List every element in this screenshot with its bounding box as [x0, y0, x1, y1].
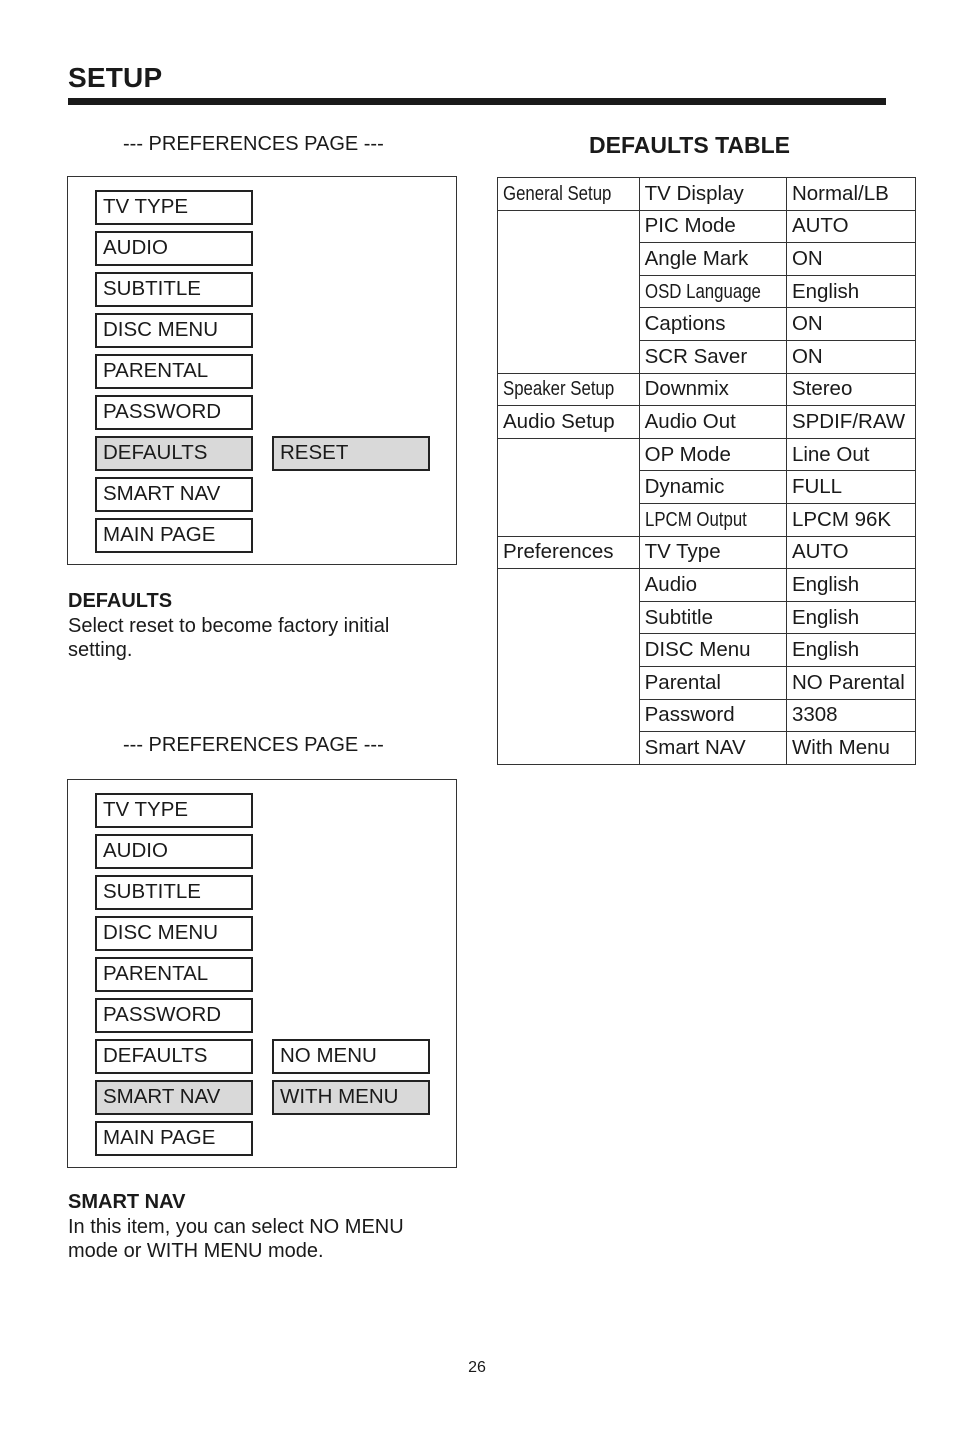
table-cell-setting: SCR Saver: [639, 340, 786, 373]
defaults-heading: DEFAULTS: [68, 590, 173, 612]
table-cell-setting: OP Mode: [639, 438, 786, 471]
menu-item-audio[interactable]: AUDIO: [95, 231, 253, 266]
table-cell-setting: Subtitle: [639, 601, 786, 634]
table-cell-value: 3308: [786, 699, 915, 732]
menu1-header: --- PREFERENCES PAGE ---: [123, 133, 384, 155]
table-cell-setting: Captions: [639, 308, 786, 341]
menu-item-audio[interactable]: AUDIO: [95, 834, 253, 869]
defaults-description: Select reset to become factory initial setting.: [68, 615, 390, 661]
table-cell-setting: TV Type: [639, 536, 786, 569]
menu-item-subtitle[interactable]: SUBTITLE: [95, 875, 253, 910]
menu-item-disc-menu[interactable]: DISC MENU: [95, 916, 253, 951]
menu-item-password[interactable]: PASSWORD: [95, 395, 253, 430]
menu-item-main-page[interactable]: MAIN PAGE: [95, 1121, 253, 1156]
menu-item-disc-menu[interactable]: DISC MENU: [95, 313, 253, 348]
table-cell-value: ON: [786, 308, 915, 341]
table-cell-setting: Downmix: [639, 373, 786, 406]
table-cell-category: [498, 438, 640, 536]
table-cell-value: English: [786, 601, 915, 634]
table-cell-category: [498, 210, 640, 373]
table-row: [498, 373, 916, 406]
title-rule: [68, 98, 886, 105]
table-row: [498, 536, 916, 569]
table-cell-setting: Dynamic: [639, 471, 786, 504]
menu-item-tv-type[interactable]: TV TYPE: [95, 793, 253, 828]
table-cell-setting: PIC Mode: [639, 210, 786, 243]
table-cell-value: English: [786, 634, 915, 667]
preferences-menu-smart-nav: [67, 779, 457, 1168]
table-row: [498, 569, 916, 602]
table-cell-value: Line Out: [786, 438, 915, 471]
menu-item-main-page[interactable]: MAIN PAGE: [95, 518, 253, 553]
table-cell-category: [498, 569, 640, 765]
page-title: SETUP: [68, 62, 163, 93]
table-cell-setting: Password: [639, 699, 786, 732]
table-cell-setting: OSD Language: [639, 275, 786, 308]
menu-item-parental[interactable]: PARENTAL: [95, 957, 253, 992]
table-cell-setting: Parental: [639, 666, 786, 699]
table-row: [498, 210, 916, 243]
table-cell-value: Normal/LB: [786, 178, 915, 211]
option-with-menu[interactable]: WITH MENU: [272, 1080, 430, 1115]
table-cell-setting: Audio: [639, 569, 786, 602]
table-cell-value: NO Parental: [786, 666, 915, 699]
table-cell-value: FULL: [786, 471, 915, 504]
table-cell-setting: LPCM Output: [639, 503, 786, 536]
menu-item-smart-nav-selected[interactable]: SMART NAV: [95, 1080, 253, 1115]
menu-item-smart-nav[interactable]: SMART NAV: [95, 477, 253, 512]
menu-item-defaults[interactable]: DEFAULTS: [95, 1039, 253, 1074]
table-cell-value: ON: [786, 340, 915, 373]
menu-item-tv-type[interactable]: TV TYPE: [95, 190, 253, 225]
table-row: [498, 406, 916, 439]
defaults-table: [497, 177, 916, 765]
preferences-menu-defaults: [67, 176, 457, 565]
table-cell-category: General Setup: [498, 178, 640, 211]
menu-item-parental[interactable]: PARENTAL: [95, 354, 253, 389]
table-cell-value: English: [786, 569, 915, 602]
table-cell-value: AUTO: [786, 536, 915, 569]
table-cell-value: With Menu: [786, 732, 915, 765]
table-cell-setting: TV Display: [639, 178, 786, 211]
menu-item-defaults-selected[interactable]: DEFAULTS: [95, 436, 253, 471]
table-cell-category: Speaker Setup: [498, 373, 640, 406]
table-cell-category: Audio Setup: [498, 406, 640, 439]
option-reset[interactable]: RESET: [272, 436, 430, 471]
table-cell-setting: Audio Out: [639, 406, 786, 439]
table-cell-value: LPCM 96K: [786, 503, 915, 536]
table-cell-value: ON: [786, 243, 915, 276]
menu-item-subtitle[interactable]: SUBTITLE: [95, 272, 253, 307]
table-cell-setting: DISC Menu: [639, 634, 786, 667]
smart-nav-description: In this item, you can select NO MENU mode or WITH MENU mode.: [68, 1216, 404, 1262]
table-row: [498, 178, 916, 211]
smart-nav-heading: SMART NAV: [68, 1191, 186, 1213]
menu2-header: --- PREFERENCES PAGE ---: [123, 734, 384, 756]
table-cell-value: SPDIF/RAW: [786, 406, 915, 439]
table-row: [498, 438, 916, 471]
table-cell-value: AUTO: [786, 210, 915, 243]
table-cell-value: English: [786, 275, 915, 308]
option-no-menu[interactable]: NO MENU: [272, 1039, 430, 1074]
table-cell-category: Preferences: [498, 536, 640, 569]
table-cell-value: Stereo: [786, 373, 915, 406]
table-cell-setting: Angle Mark: [639, 243, 786, 276]
menu-item-password[interactable]: PASSWORD: [95, 998, 253, 1033]
page-number: 26: [468, 1359, 486, 1376]
defaults-table-title: DEFAULTS TABLE: [589, 132, 791, 158]
table-cell-setting: Smart NAV: [639, 732, 786, 765]
